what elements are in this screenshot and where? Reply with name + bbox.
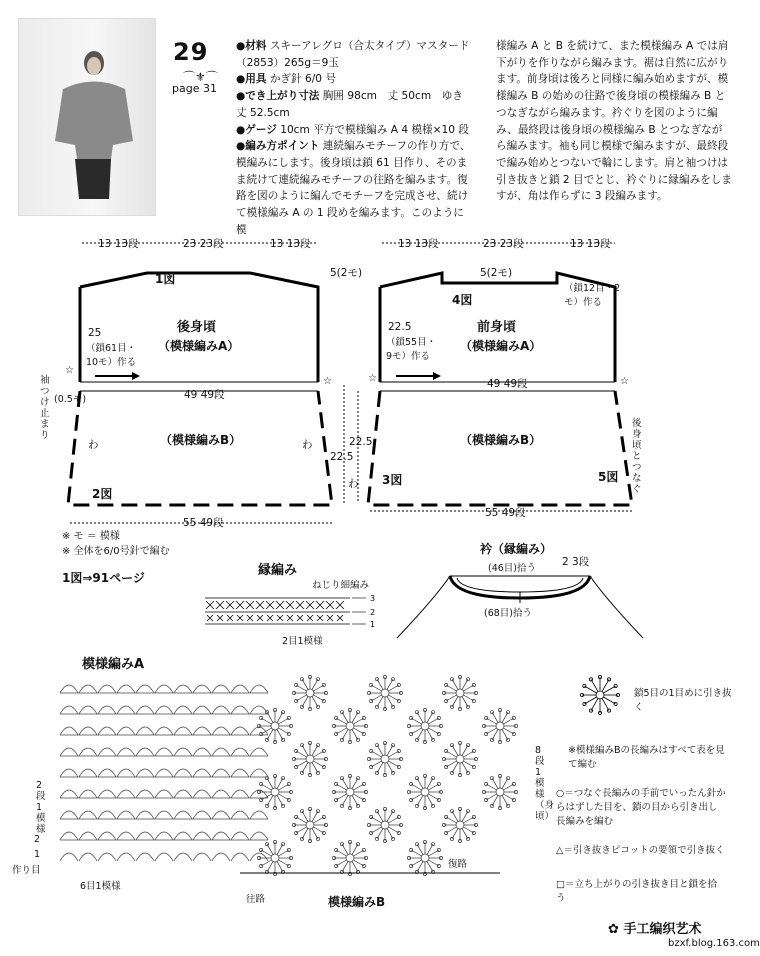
svg-text:☆: ☆ — [368, 373, 377, 384]
front-dim-right: 13 13段 — [570, 238, 611, 250]
front-wa: わ — [348, 478, 359, 490]
collar-rows: 2 3段 — [562, 556, 590, 568]
wechat-icon: ✿ — [608, 922, 619, 937]
collar-diagram — [395, 568, 645, 643]
collar-bottom-count: (68目)拾う — [484, 608, 533, 619]
back-pattern-b: （模様編みB） — [160, 433, 242, 447]
ornament-icon: ⌒⚜⌒ — [183, 70, 218, 84]
edging-repeat: 2目1模様 — [282, 636, 323, 647]
note-hook: ※ 全体を6/0号針で編む — [62, 546, 170, 557]
circle-symbol-icon: ○ — [556, 788, 565, 799]
chart-return: 復路 — [448, 859, 468, 870]
back-pattern-a: （模様編みA） — [158, 339, 240, 353]
edging-title: 縁編み — [258, 563, 298, 578]
front-dim-mid: 23 23段 — [483, 238, 524, 250]
front-height-b: 22.5 — [349, 436, 373, 448]
front-title: 前身頃 — [477, 320, 517, 335]
triangle-symbol-icon: △ — [556, 845, 564, 856]
front-start-note: （鎖55目・9モ）作る — [386, 337, 437, 362]
back-width-a: 49 49段 — [184, 389, 225, 401]
front-dim-left: 13 13段 — [398, 238, 439, 250]
back-wa-left: わ — [88, 439, 99, 451]
back-wa-right: わ — [302, 439, 313, 451]
legend-tri: △＝引き抜きピコットの要領で引き抜く — [556, 845, 725, 856]
tools-text: かぎ針 6/0 号 — [269, 73, 336, 86]
instructions-column-2: 様編み A と B を続けて、また模様編み A では肩下がりを作りながら編みます。裾は自然に広がります。前身頃は後ろと同様に編み始めますが、模様編み B の始めの往路で後身頃の模様編み B とつなぎながら編みます。衿ぐりを図のように編み、最終段は後身頃の模様編み B とつなぎながら編みます。袖も同じ模様で編みますが、最終段で編み始めとつないで輪にします。肩と袖つけは引き抜きと鎖 2 目でとじ、衿ぐりに縁編みをしますが、角は作らずに 3 段編みます。 — [496, 40, 732, 203]
chart-start: 作り目 — [12, 865, 41, 876]
collar-top-count: (46目)拾う — [488, 563, 537, 574]
back-shoulder-dim: 5(2モ) — [330, 267, 363, 279]
edging-twist-label: ねじり細編み — [312, 580, 370, 591]
back-title: 後身頃 — [177, 320, 217, 335]
back-dim-right: 13 13段 — [270, 238, 311, 250]
back-width-b: 55 49段 — [183, 517, 224, 529]
front-lower-outline — [368, 391, 632, 505]
front-width-a: 49 49段 — [487, 378, 528, 390]
front-width-b: 55 49段 — [485, 507, 526, 519]
back-height-b: 22.5 — [330, 451, 354, 463]
materials-text: スキーアレグロ（合太タイプ）マスタード（2853）265g＝9玉 — [236, 40, 470, 69]
back-height-a: 25 — [88, 327, 102, 339]
back-sleeve-dim: (0.5モ) — [54, 394, 87, 405]
chart-right-repeat: 8段1模様（身頃） — [535, 745, 555, 822]
legend-b-note: ※模様編みBの長編みはすべて表を見て編む — [568, 745, 725, 770]
front-fig-label: 4図 — [452, 293, 473, 307]
size-label: ●でき上がり寸法 — [236, 90, 320, 103]
front-pattern-b: （模様編みB） — [460, 433, 542, 447]
legend-o: ○＝つなぐ長編みの手前でいったん針からはずした目を、鎖の目から引き出し長編みを編む — [556, 788, 726, 827]
legend-motif-note: 鎖5目の1目めに引き抜く — [634, 688, 732, 713]
svg-text:☆: ☆ — [323, 376, 332, 387]
size-text: 胸囲 98cm 丈 50cm ゆき丈 52.5cm — [236, 90, 463, 119]
chart-bottom-repeat: 6目1模様 — [80, 881, 121, 892]
star-mark-left: ☆ — [65, 365, 74, 376]
materials-label: ●材料 — [236, 40, 267, 52]
chart-outbound: 往路 — [246, 894, 266, 905]
svg-text:☆: ☆ — [620, 376, 629, 387]
pattern-number: 29 — [173, 38, 209, 66]
edging-row-2: 2 — [370, 608, 376, 617]
note-m: ※ モ ＝ 模様 — [62, 531, 120, 542]
tools-label: ●用具 — [236, 73, 267, 86]
point-label: ●編み方ポイント — [236, 140, 320, 153]
watermark-logo: ✿ 手工编织艺术 — [608, 922, 702, 937]
front-neck-dim: 5(2モ) — [480, 267, 513, 279]
motif-icon — [570, 665, 630, 725]
watermark-url: bzxf.blog.163.com — [668, 938, 760, 949]
fig-ref: 1図⇒91ページ — [62, 571, 145, 585]
legend-sq: □＝立ち上がりの引き抜き目と鎖を拾う — [556, 879, 717, 904]
back-fig2-label: 2図 — [92, 487, 113, 501]
front-neck-note: （鎖12目・2モ）作る — [564, 283, 621, 308]
edging-row-3: 3 — [370, 594, 376, 603]
model-figure — [53, 49, 135, 199]
back-dim-mid: 23 23段 — [183, 238, 224, 250]
square-symbol-icon: □ — [556, 879, 565, 890]
chart-left-repeat: 2段1模様 — [36, 780, 46, 835]
model-photo — [18, 18, 156, 216]
back-dim-left: 13 13段 — [98, 238, 139, 250]
crochet-chart — [40, 668, 560, 893]
front-fig5-label: 5図 — [598, 470, 619, 484]
chart-title-a: 模様編みA — [82, 657, 145, 672]
sleeve-stop-note: 袖つけ止まり — [40, 375, 50, 441]
back-fig-label: 1図 — [155, 272, 176, 286]
gauge-label: ●ゲージ — [236, 123, 277, 136]
front-height-a: 22.5 — [388, 321, 412, 333]
front-join-note: 後身頃とつなぐ — [632, 418, 642, 495]
page-reference: page 31 — [172, 82, 217, 95]
edging-row-1: 1 — [370, 620, 376, 629]
chart-row-1: 1 — [34, 849, 41, 860]
gauge-text: 10cm 平方で模様編み A 4 模様×10 段 — [280, 123, 469, 136]
instructions-column-1 — [236, 38, 471, 238]
front-fig3-label: 3図 — [382, 473, 403, 487]
chart-row-2: 2 — [34, 834, 41, 845]
back-start-note: （鎖61目・10モ）作る — [86, 343, 137, 368]
chart-title-b: 模様編みB — [328, 895, 386, 909]
front-pattern-a: （模様編みA） — [460, 339, 542, 353]
notes-block — [62, 529, 170, 559]
point-text: 連続編みモチーフの作り方で、模編みにします。後身頃は鎖 61 目作り、そのまま続けて連続編みモチーフの往路を編みます。復路を図のように編んでモチーフを完成させ、続けて模様編み A の 1 段めを編みます。このように模 — [236, 140, 471, 236]
collar-title: 衿（縁編み） — [480, 542, 553, 556]
